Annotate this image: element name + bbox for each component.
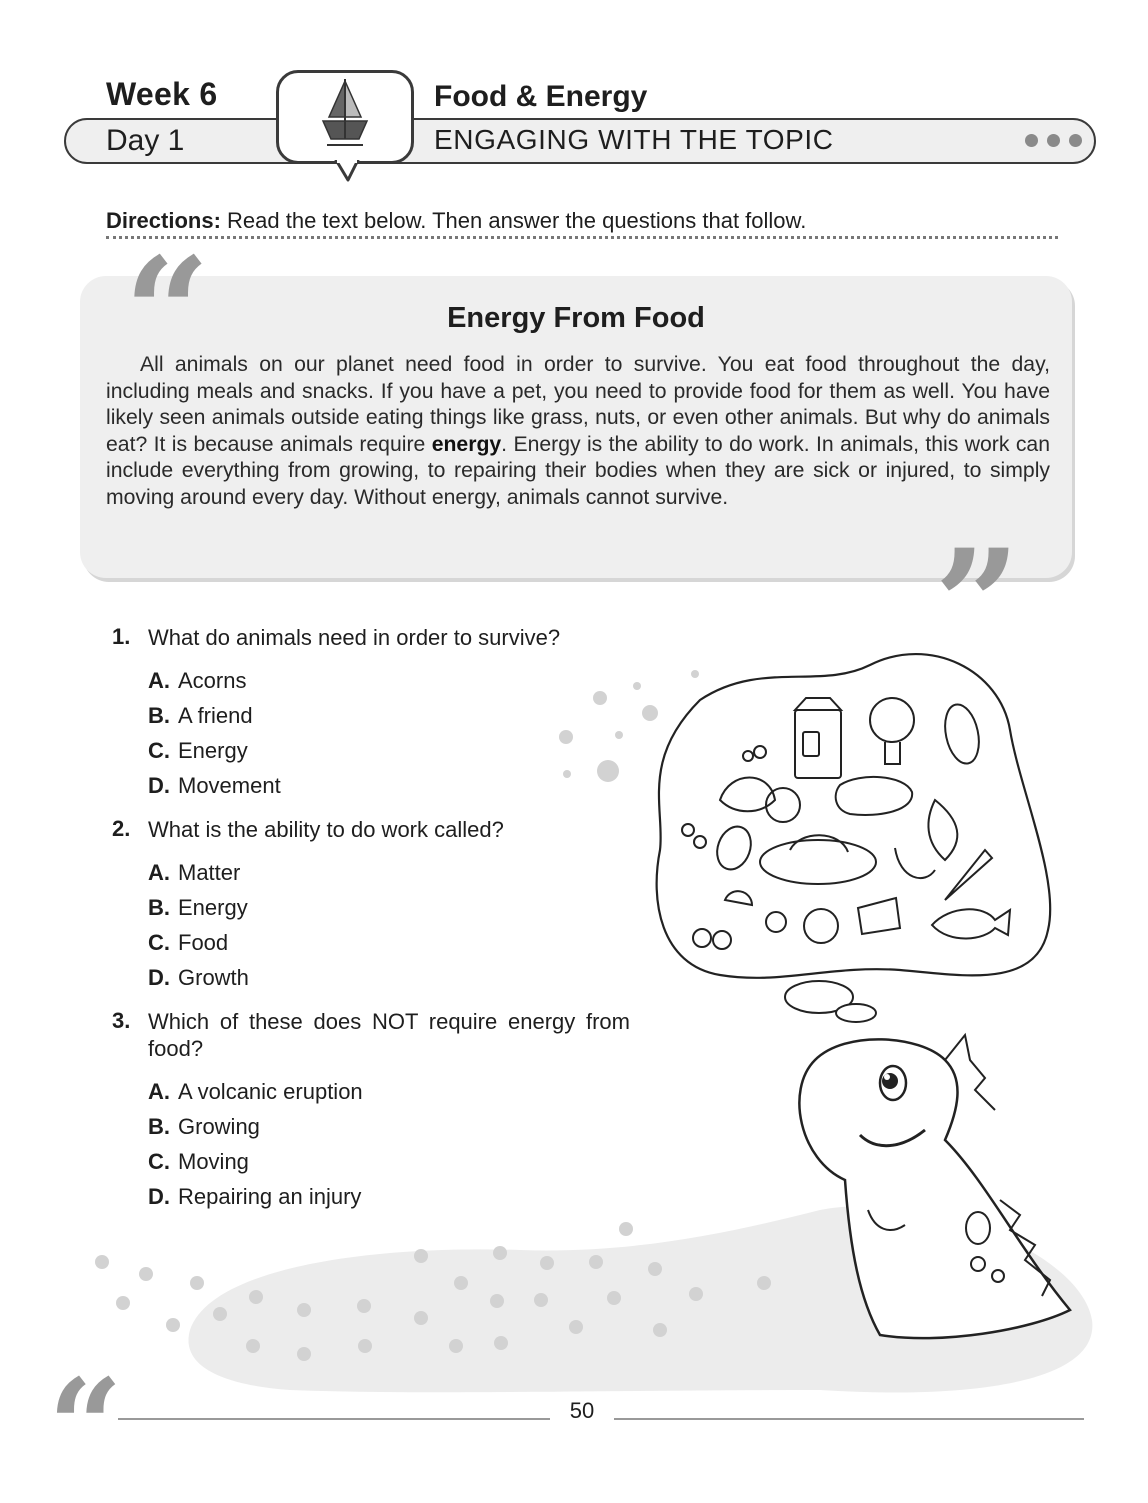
question-text: What do animals need in order to survive? (148, 625, 561, 650)
page-number: 50 (569, 1398, 595, 1423)
option-text: Matter (178, 860, 241, 885)
option-letter: B. (148, 703, 170, 728)
directions (106, 208, 806, 234)
dotted-divider (106, 236, 1058, 239)
directions-text: Read the text below. Then answer the questions that follow. (220, 208, 807, 233)
topic-title: Food & Energy (434, 80, 648, 113)
question-number: 3. (112, 1008, 131, 1033)
option-letter: B. (148, 895, 170, 920)
header-dot-icon (1047, 134, 1060, 147)
option-letter: C. (148, 1149, 170, 1174)
reading-passage (106, 352, 1050, 512)
option-letter: D. (148, 965, 170, 990)
day-label: Day 1 (106, 124, 185, 157)
option-text: A volcanic eruption (178, 1079, 363, 1104)
week-label: Week 6 (106, 76, 218, 112)
question-text: Which of these does NOT require energy from food? (148, 1009, 630, 1061)
dinosaur-food-illustration (0, 640, 1148, 1420)
speech-tail-icon (334, 160, 360, 184)
option-text: Acorns (178, 668, 247, 693)
option-letter: D. (148, 773, 170, 798)
close-quote-icon: ” (934, 517, 1021, 693)
option-text: A friend (178, 703, 253, 728)
option-text: Energy (178, 738, 248, 763)
logo-badge (276, 70, 414, 164)
question-number: 2. (112, 816, 131, 841)
directions-label: Directions: (106, 208, 221, 233)
option-letter: D. (148, 1184, 170, 1209)
option-letter: C. (148, 930, 170, 955)
question-text: What is the ability to do work called? (148, 817, 504, 842)
option-letter: C. (148, 738, 170, 763)
passage-text: . Energy is the ability to do work. In animals, this work can include everything from growing, to repairing their bodies when they are sick or injured, to simply moving around every day. Without energy, animals cannot survive. (106, 432, 1050, 509)
option-text: Repairing an injury (178, 1184, 362, 1209)
header-dot-icon (1025, 134, 1038, 147)
passage-text: All animals on our planet need food in order to survive. You eat food throughout the day, including meals and snacks. If you have a pet, you need to provide food for them as well. You have likely seen animals outside eating things like grass, nuts, or even other animals. But why do animals eat? It is because animals require (106, 353, 1050, 456)
option-letter: A. (148, 1079, 170, 1104)
option-text: Movement (178, 773, 281, 798)
question-number: 1. (112, 624, 131, 649)
option-text: Growing (178, 1114, 260, 1139)
footer-rule-left (118, 1418, 550, 1420)
option-text: Moving (178, 1149, 249, 1174)
topic-subtitle: ENGAGING WITH THE TOPIC (434, 124, 834, 155)
option-text: Growth (178, 965, 249, 990)
option-letter: A. (148, 668, 170, 693)
sailboat-icon (279, 73, 411, 161)
option-text: Energy (178, 895, 248, 920)
reading-title: Energy From Food (447, 302, 705, 334)
footer-quote-icon: “ (48, 1350, 123, 1503)
option-letter: B. (148, 1114, 170, 1139)
bold-term: energy (431, 432, 502, 456)
open-quote-icon: “ (124, 225, 211, 401)
option-text: Food (178, 930, 229, 955)
option-letter: A. (148, 860, 170, 885)
header-dot-icon (1069, 134, 1082, 147)
footer-rule-right (614, 1418, 1084, 1420)
